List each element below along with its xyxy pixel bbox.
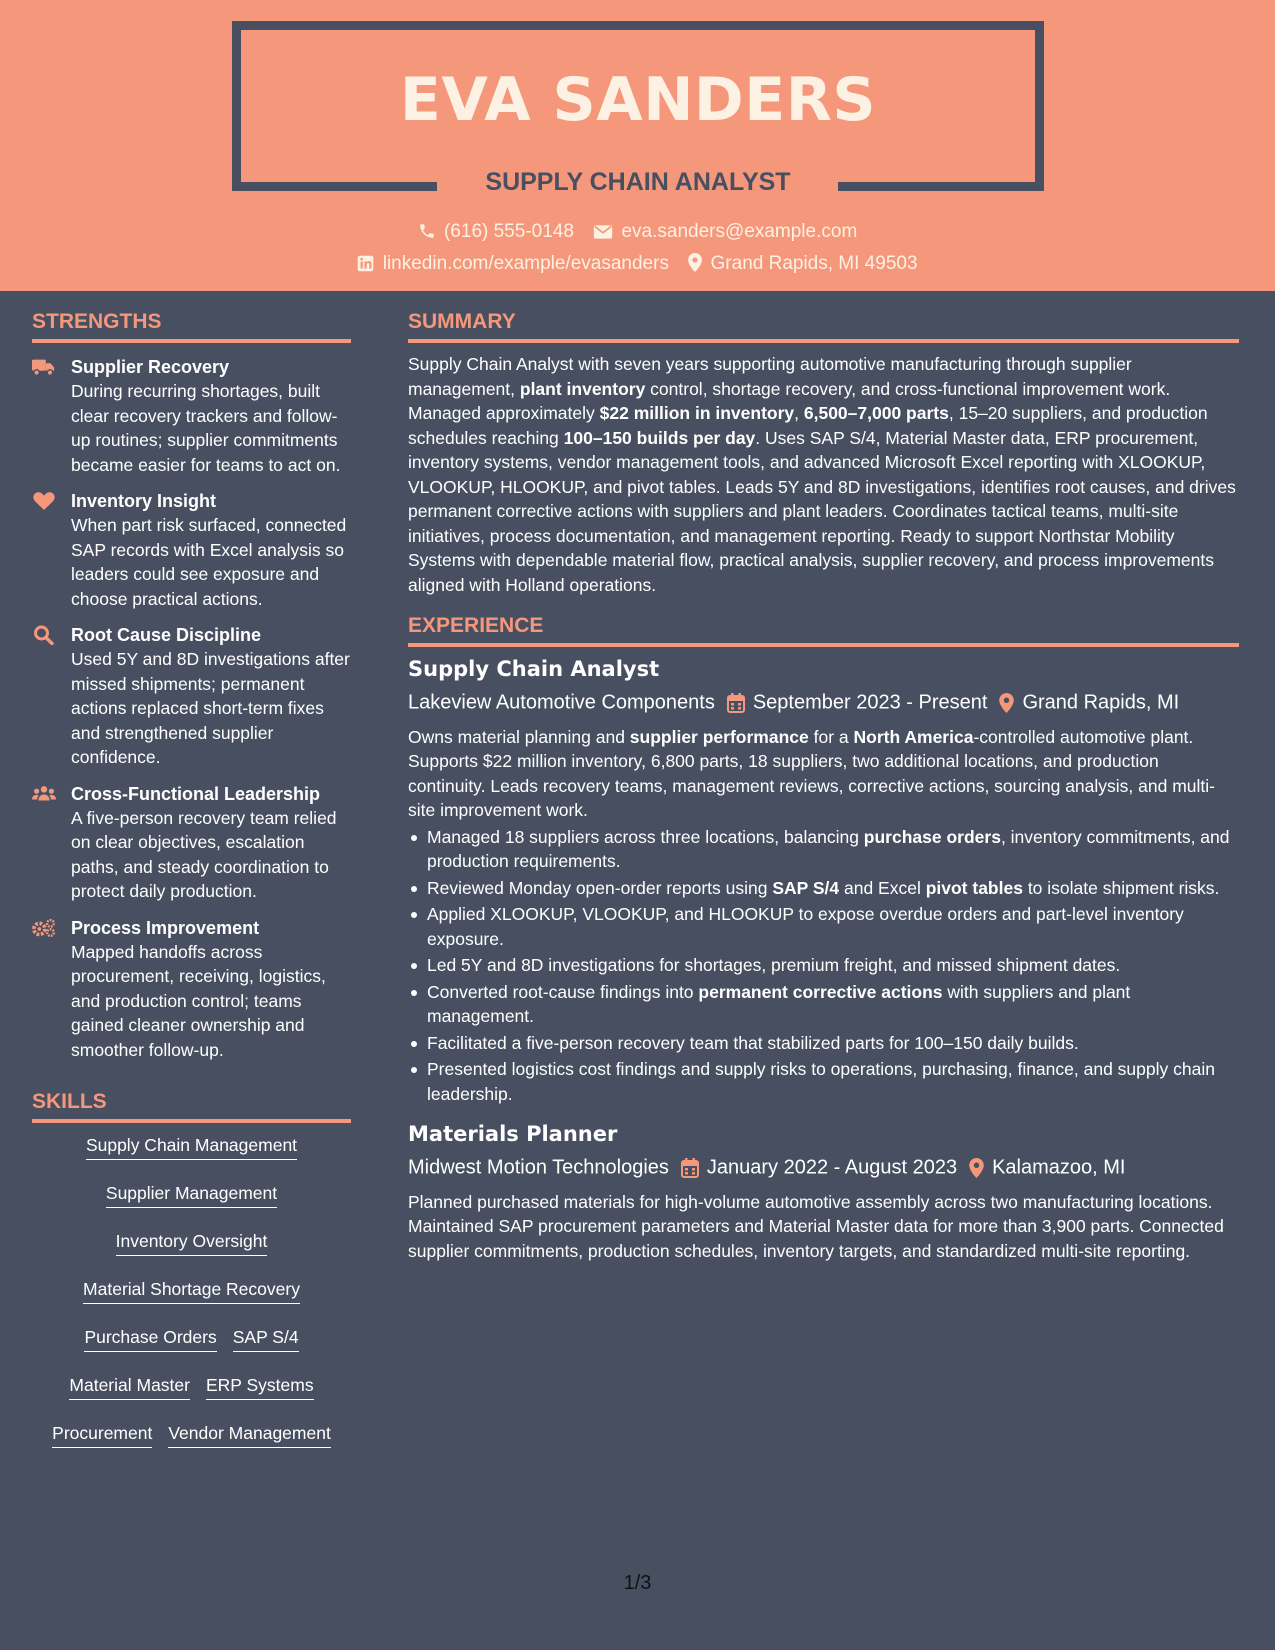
skill-tag: Material Master: [69, 1373, 190, 1400]
skill-tag: Procurement: [52, 1421, 152, 1448]
skill-tag: Supply Chain Management: [86, 1133, 297, 1160]
header: [0, 0, 1275, 291]
calendar-icon: [727, 693, 745, 713]
map-pin-icon: [999, 693, 1014, 713]
contact-row-1: [0, 220, 1275, 244]
experience-rule: [408, 643, 1239, 647]
heart-icon: [32, 491, 56, 511]
right-column: [408, 309, 1239, 1263]
bullet-item: Facilitated a five-person recovery team that stabilized parts for 100–150 daily builds.: [408, 1031, 1239, 1056]
job-bullets: [408, 825, 1239, 1107]
experience-heading: EXPERIENCE: [408, 614, 544, 637]
job-description: Planned purchased materials for high-volume automotive assembly across two manufacturing locations. Maintained SAP procurement parameters and Material Master data for more than 3,900 parts. Connected supplier commitments, production schedules, inventory targets, and standardized multi-site reporting.: [408, 1191, 1224, 1261]
bullet-item: Reviewed Monday open-order reports using SAP S/4 and Excel pivot tables to isolate shipment risks.: [408, 876, 1239, 901]
linkedin-icon: [357, 255, 374, 272]
candidate-name: EVA SANDERS: [399, 65, 877, 135]
calendar-icon: [681, 1158, 699, 1178]
company-name: Lakeview Automotive Components: [408, 691, 715, 714]
job-meta: [408, 1154, 1239, 1181]
map-pin-icon: [969, 1158, 984, 1178]
strength-item: [32, 355, 351, 477]
strength-text: Mapped handoffs across procurement, receiving, logistics, and production control; teams gained cleaner ownership and smoother follow-up.: [71, 941, 326, 1060]
job-description: Owns material planning and supplier performance for a North America-controlled automotive plant. Supports $22 million inventory, 6,800 parts, 18 suppliers, two additional locations, and production continuity. Leads recovery teams, management reviews, corrective actions, sourcing analysis, and multi-site improvement work.: [408, 726, 1215, 821]
skill-tag: Material Shortage Recovery: [83, 1277, 300, 1304]
search-icon: [32, 625, 56, 645]
strengths-heading: STRENGTHS: [32, 310, 162, 333]
job-meta: [408, 689, 1239, 716]
job-entry: [408, 1121, 1239, 1263]
bullet-item: Applied XLOOKUP, VLOOKUP, and HLOOKUP to expose overdue orders and part-level inventory exposure.: [408, 902, 1239, 951]
contact-linkedin[interactable]: [357, 252, 669, 276]
strength-item: [32, 782, 351, 904]
bullet-item: Led 5Y and 8D investigations for shortages, premium freight, and missed shipment dates.: [408, 953, 1239, 978]
skills-list: [32, 1133, 351, 1448]
job-title: Supply Chain Analyst: [408, 657, 660, 681]
strength-text: During recurring shortages, built clear recovery trackers and follow-up routines; supplier commitments became easier for teams to act on.: [71, 381, 341, 475]
strength-title: Process Improvement: [71, 917, 260, 938]
linkedin-text: linkedin.com/example/evasanders: [382, 253, 669, 274]
contact-email[interactable]: [593, 220, 857, 244]
strength-item: [32, 623, 351, 770]
skill-tag: ERP Systems: [206, 1373, 314, 1400]
page-number: 1/3: [623, 1572, 652, 1594]
strength-item: [32, 916, 351, 1063]
skill-tag: Purchase Orders: [84, 1325, 216, 1352]
strength-title: Root Cause Discipline: [71, 625, 262, 645]
users-icon: [32, 784, 56, 804]
gears-icon: [32, 918, 56, 938]
skills-rule: [32, 1119, 351, 1123]
summary-rule: [408, 339, 1239, 343]
left-column: [32, 309, 351, 1469]
strength-title: Inventory Insight: [71, 491, 217, 511]
skill-tag: Inventory Oversight: [116, 1229, 268, 1256]
job-entry: [408, 656, 1239, 1106]
job-dates: January 2022 - August 2023: [706, 1156, 958, 1179]
map-pin-icon: [688, 253, 702, 272]
strength-text: Used 5Y and 8D investigations after missed shipments; permanent actions replaced short-term fixes and strengthened supplier confidence.: [71, 649, 350, 767]
contact-location: [688, 252, 917, 276]
email-text: eva.sanders@example.com: [621, 221, 858, 242]
bullet-item: Converted root-cause findings into permanent corrective actions with suppliers and plant management.: [408, 980, 1239, 1029]
skill-tag: SAP S/4: [233, 1325, 299, 1352]
job-dates: September 2023 - Present: [752, 691, 988, 714]
job-title-headline: SUPPLY CHAIN ANALYST: [485, 168, 791, 196]
strength-title: Supplier Recovery: [71, 357, 230, 377]
strength-text: When part risk surfaced, connected SAP records with Excel analysis so leaders could see exposure and choose practical actions.: [71, 515, 347, 609]
job-location: Grand Rapids, MI: [1022, 691, 1180, 714]
strength-text: A five-person recovery team relied on clear objectives, escalation paths, and steady coordination to protect daily production.: [71, 807, 337, 901]
location-text: Grand Rapids, MI 49503: [710, 253, 918, 274]
contact-row-2: [0, 252, 1275, 276]
job-title: Materials Planner: [408, 1122, 618, 1147]
skills-heading: SKILLS: [32, 1090, 107, 1113]
contact-phone[interactable]: [418, 220, 574, 244]
job-location: Kalamazoo, MI: [992, 1156, 1126, 1179]
strength-title: Cross-Functional Leadership: [71, 783, 321, 804]
strength-item: [32, 489, 351, 611]
envelope-icon: [593, 224, 613, 240]
summary-text: Supply Chain Analyst with seven years supporting automotive manufacturing through supplier management, plant inventory control, shortage recovery, and cross-functional improvement work. Managed approximately $22 million in inventory, 6,500–7,000 parts, 15–20 suppliers, and production schedules reaching 100–150 builds per day. Uses SAP S/4, Material Master data, ERP procurement, inventory systems, vendor management tools, and advanced Microsoft Excel reporting with XLOOKUP, VLOOKUP, HLOOKUP, and pivot tables. Leads 5Y and 8D investigations, identifies root causes, and drives permanent corrective actions with suppliers and plant leaders. Coordinates tactical teams, multi-site initiatives, process documentation, and management reporting. Ready to support Northstar Mobility Systems with dependable material flow, practical analysis, supplier recovery, and process improvements aligned with Holland operations.: [408, 354, 1236, 595]
truck-icon: [32, 357, 56, 377]
bullet-item: Managed 18 suppliers across three locations, balancing purchase orders, inventory commitments, and production requirements.: [408, 825, 1239, 874]
skill-tag: Supplier Management: [106, 1181, 277, 1208]
phone-icon: [418, 222, 436, 240]
phone-text: (616) 555-0148: [443, 221, 574, 242]
skill-tag: Vendor Management: [168, 1421, 330, 1448]
strengths-rule: [32, 339, 351, 343]
bullet-item: Presented logistics cost findings and supply risks to operations, purchasing, finance, and supply chain leadership.: [408, 1057, 1239, 1106]
summary-heading: SUMMARY: [408, 310, 516, 333]
company-name: Midwest Motion Technologies: [408, 1156, 669, 1179]
